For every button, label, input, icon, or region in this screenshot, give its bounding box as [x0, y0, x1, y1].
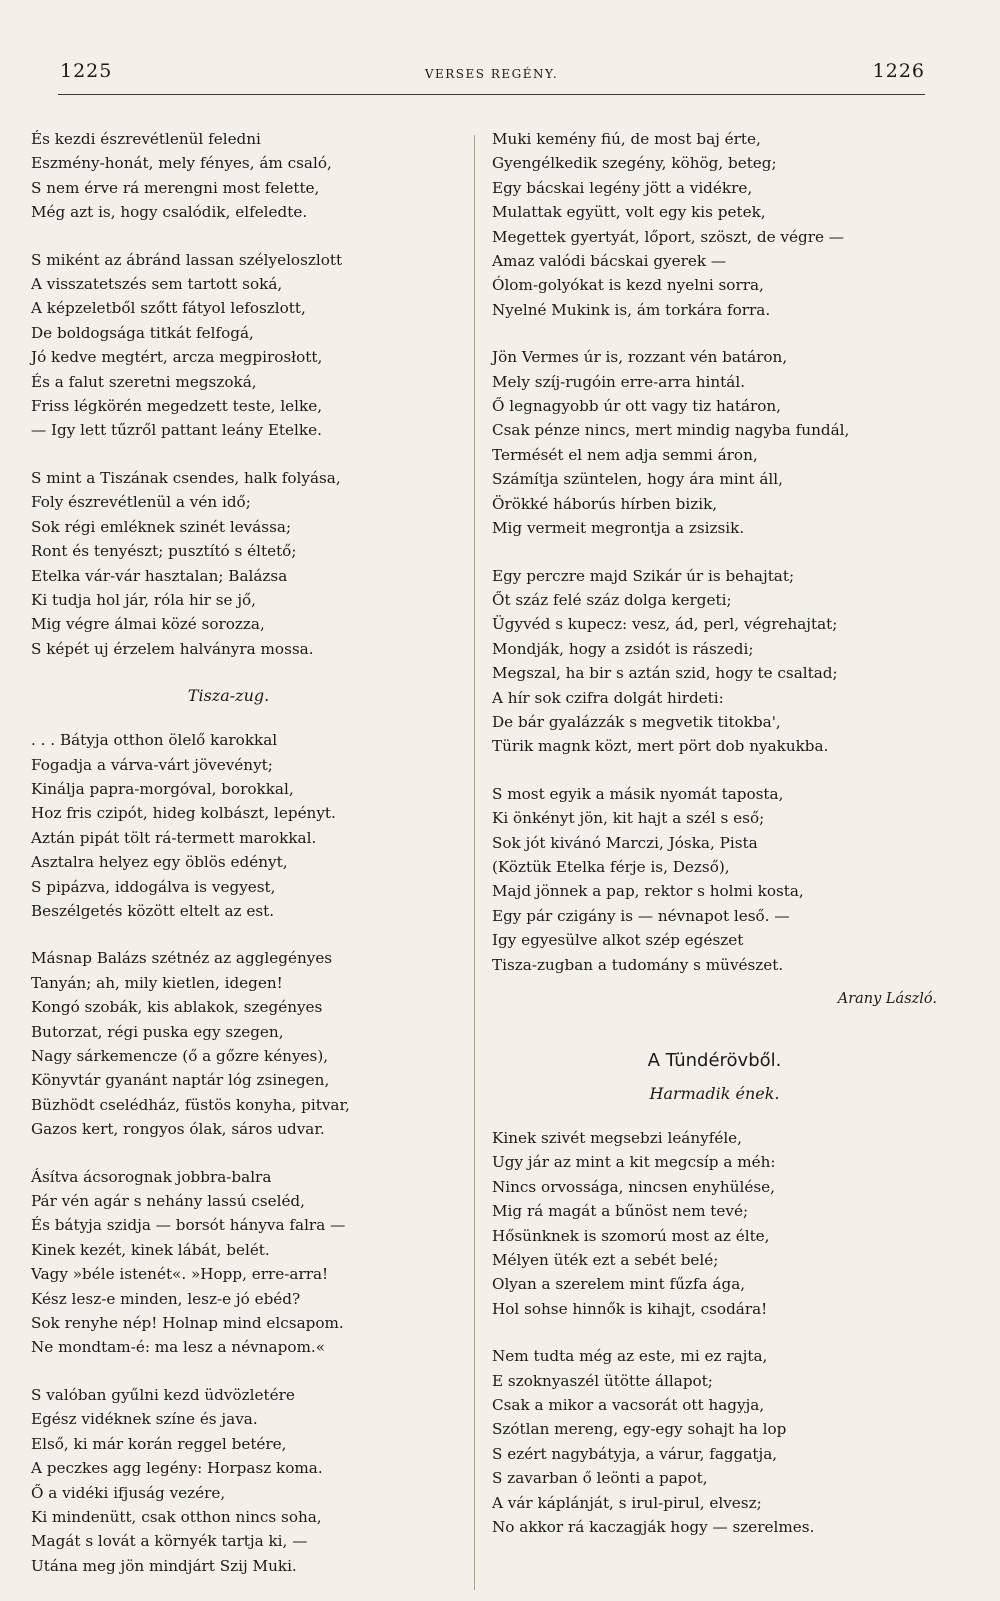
verse-line: A vár káplánját, s irul-pirul, elvesz;	[492, 1493, 762, 1512]
verse-line: Türik magnk közt, mert pört dob nyakukba.	[492, 737, 829, 756]
poem-subheading: Harmadik ének.	[649, 1084, 780, 1103]
verse-line: Ólom-golyókat is kezd nyelni sorra,	[492, 276, 764, 295]
verse-line: Kinek szivét megsebzi leányféle,	[492, 1129, 743, 1147]
verse-line: Mig vermeit megrontja a zsizsik.	[492, 519, 745, 538]
verse-line: Jó kedve megtért, arcza megpirosłott,	[31, 348, 323, 367]
poem-title: A Tündérövből.	[647, 1050, 782, 1071]
verse-line: Hol sohse hinnők is kihajt, csodára!	[492, 1299, 768, 1318]
verse-line: De bár gyalázzák s megvetik titokba',	[492, 712, 781, 731]
section-heading: Tisza-zug.	[187, 686, 270, 706]
verse-line: S képét uj érzelem halványra mossa.	[31, 639, 314, 658]
verse-line: Egy perczre majd Szikár úr is behajtat;	[492, 566, 795, 585]
right-column	[492, 127, 937, 1563]
verse-line: Sok jót kivánó Marczi, Jóska, Pista	[492, 833, 758, 852]
verse-line: Kinek kezét, kinek lábát, belét.	[31, 1240, 270, 1259]
verse-line: Majd jönnek a pap, rektor s holmi kosta,	[492, 882, 804, 901]
verse-line: Asztalra helyez egy öblös edényt,	[31, 853, 288, 872]
verse-line: Gyengélkedik szegény, köhög, beteg;	[492, 154, 777, 173]
verse-line: Ki mindenütt, csak otthon nincs soha,	[31, 1507, 322, 1526]
verse-line: Tisza-zugban a tudomány s müvészet.	[492, 955, 784, 974]
verse-line: Utána meg jön mindjárt Szij Muki.	[31, 1556, 297, 1575]
verse-line: S mint a Tiszának csendes, halk folyása,	[31, 468, 341, 487]
verse-line: A képzeletből szőtt fátyol lefoszlott,	[31, 299, 306, 318]
verse-line: S pipázva, iddogálva is vegyest,	[31, 877, 276, 896]
verse-line: Ne mondtam-é: ma lesz a névnapom.«	[31, 1338, 325, 1357]
verse-line: Ásítva ácsorognak jobbra-balra	[31, 1167, 272, 1186]
verse-line: Gazos kert, rongyos ólak, sáros udvar.	[31, 1120, 325, 1139]
verse-line: És a falut szeretni megszoká,	[31, 372, 257, 391]
running-title: VERSES REGÉNY.	[424, 67, 559, 81]
verse-line: Jön Vermes úr is, rozzant vén batáron,	[492, 348, 788, 367]
stanza	[31, 946, 426, 1141]
verse-line: Igy egyesülve alkot szép egészet	[492, 931, 744, 950]
page-number-right: 1226	[872, 60, 925, 82]
header-rule	[58, 94, 925, 95]
verse-line: . . . Bátyja otthon ölelő karokkal	[31, 731, 278, 750]
verse-line: S most egyik a másik nyomát taposta,	[492, 784, 784, 803]
verse-line: Amaz valódi bácskai gyerek —	[492, 252, 727, 271]
verse-line: S miként az ábránd lassan szélyeloszlott	[31, 250, 343, 269]
verse-line: Etelka vár-vár hasztalan; Balázsa	[31, 566, 288, 585]
column-divider	[474, 135, 475, 1590]
author-signature: Arany László.	[837, 991, 937, 1007]
verse-line: Eszmény-honát, mely fényes, ám csaló,	[31, 154, 332, 173]
verse-line: Tanyán; ah, mily kietlen, idegen!	[31, 973, 283, 992]
stanza	[31, 1165, 426, 1360]
verse-line: Butorzat, régi puska egy szegen,	[31, 1022, 284, 1041]
stanza	[31, 728, 426, 923]
stanza	[492, 1126, 937, 1321]
verse-line: No akkor rá kaczagják hogy — szerelmes.	[492, 1518, 815, 1537]
verse-line: Kinálja papra-morgóval, borokkal,	[31, 779, 294, 798]
stanza	[492, 782, 937, 977]
verse-line: Megettek gyertyát, lőport, szöszt, de végre —	[492, 227, 844, 246]
verse-line: Foly észrevétlenül a vén idő;	[31, 493, 251, 512]
stanza	[492, 345, 937, 540]
verse-line: Muki kemény fiú, de most baj érte,	[492, 130, 761, 148]
verse-line: S valóban gyűlni kezd üdvözletére	[31, 1385, 295, 1404]
verse-line: Őt száz felé száz dolga kergeti;	[492, 590, 732, 609]
verse-line: S nem érve rá merengni most felette,	[31, 178, 320, 197]
verse-line: Mondják, hogy a zsidót is rászedi;	[492, 639, 754, 658]
verse-line: Mig végre álmai közé sorozza,	[31, 615, 265, 634]
stanza	[31, 127, 426, 225]
left-stanzas-b	[31, 728, 426, 1578]
verse-line: Nyelné Mukink is, ám torkára forra.	[492, 300, 771, 319]
verse-line: Kongó szobák, kis ablakok, szegényes	[31, 998, 323, 1017]
verse-line: Nem tudta még az este, mi ez rajta,	[492, 1347, 768, 1366]
verse-line: Mely szíj-rugóin erre-arra hintál.	[492, 372, 746, 391]
left-stanzas-a	[31, 127, 426, 661]
verse-line: Büzhödt cselédház, füstös konyha, pitvar,	[31, 1095, 350, 1114]
verse-line: Vagy »béle istenét«. »Hopp, erre-arra!	[31, 1265, 329, 1284]
verse-line: És bátyja szidja — borsót hányva falra —	[31, 1216, 346, 1235]
verse-line: Ront és tenyészt; pusztító s éltető;	[31, 542, 297, 561]
verse-line: Csak a mikor a vacsorát ott hagyja,	[492, 1396, 765, 1415]
verse-line: Megszal, ha bir s aztán szid, hogy te csaltad;	[492, 664, 838, 683]
verse-line: Beszélgetés között eltelt az est.	[31, 901, 275, 920]
verse-line: A visszatetszés sem tartott soká,	[31, 275, 283, 294]
verse-line: Csak pénze nincs, mert mindig nagyba fundál,	[492, 421, 850, 440]
verse-line: Egy bácskai legény jött a vidékre,	[492, 178, 753, 197]
verse-line: Szótlan mereng, egy-egy sohajt ha lop	[492, 1420, 787, 1439]
page-number-left: 1225	[60, 60, 113, 82]
verse-line: Egy pár czigány is — névnapot leső. —	[492, 906, 790, 925]
verse-line: A hír sok czifra dolgát hirdeti:	[492, 688, 724, 707]
verse-line: Friss légkörén megedzett teste, lelke,	[31, 397, 323, 416]
verse-line: Termését el nem adja semmi áron,	[492, 445, 758, 464]
verse-line: Hoz fris czipót, hideg kolbászt, lepényt.	[31, 804, 336, 823]
verse-line: Pár vén agár s nehány lassú cseléd,	[31, 1192, 305, 1211]
verse-line: E szoknyaszél ütötte állapot;	[492, 1371, 713, 1390]
stanza	[31, 1383, 426, 1578]
stanza	[31, 466, 426, 661]
verse-line: Magát s lovát a környék tartja ki, —	[31, 1532, 308, 1551]
verse-line: Ugy jár az mint a kit megcsíp a méh:	[492, 1153, 776, 1172]
verse-line: Mig rá magát a bűnöst nem tevé;	[492, 1202, 749, 1221]
verse-line: Fogadja a várva-várt jövevényt;	[31, 755, 273, 774]
verse-line: Nagy sárkemencze (ő a gőzre kényes),	[31, 1047, 329, 1065]
verse-line: Mélyen üték ezt a sebét belé;	[492, 1251, 719, 1270]
stanza	[31, 248, 426, 443]
verse-line: Kész lesz-e minden, lesz-e jó ebéd?	[31, 1289, 301, 1308]
verse-line: S ezért nagybátyja, a várur, faggatja,	[492, 1444, 778, 1463]
left-column	[31, 127, 426, 1601]
verse-line: Sok régi emléknek szinét levássa;	[31, 517, 292, 536]
right-stanzas-b	[492, 1126, 937, 1540]
stanza	[492, 564, 937, 759]
stanza	[492, 127, 937, 322]
verse-line: Olyan a szerelem mint fűzfa ága,	[492, 1275, 746, 1294]
verse-line: De boldogsága titkát felfogá,	[31, 323, 254, 342]
verse-line: Ő a vidéki ifjuság vezére,	[31, 1483, 226, 1502]
verse-line: Hősünknek is szomorú most az élte,	[492, 1226, 770, 1245]
verse-line: Könyvtár gyanánt naptár lóg zsinegen,	[31, 1071, 330, 1090]
verse-line: — Igy lett tűzről pattant leány Etelke.	[31, 421, 322, 440]
verse-line: Még azt is, hogy csalódik, elfeledte.	[31, 203, 308, 222]
right-stanzas-a	[492, 127, 937, 977]
stanza	[492, 1344, 937, 1539]
page-header	[58, 60, 925, 94]
verse-line: A peczkes agg legény: Horpasz koma.	[31, 1459, 323, 1478]
verse-line: És kezdi észrevétlenül feledni	[31, 130, 261, 148]
verse-line: Másnap Balázs szétnéz az agglegényes	[31, 949, 333, 968]
verse-line: Nincs orvossága, nincsen enyhülése,	[492, 1177, 775, 1196]
verse-line: Egész vidéknek színe és java.	[31, 1410, 258, 1429]
verse-line: Mulattak együtt, volt egy kis petek,	[492, 203, 766, 222]
verse-line: S zavarban ő leönti a papot,	[492, 1469, 708, 1488]
verse-line: (Köztük Etelka férje is, Dezső),	[492, 857, 730, 876]
verse-line: Sok renyhe nép! Holnap mind elcsapom.	[31, 1314, 344, 1333]
verse-line: Ki önkényt jön, kit hajt a szél s eső;	[492, 809, 765, 828]
verse-line: Örökké háborús hírben bizik,	[492, 494, 718, 513]
verse-line: Ki tudja hol jár, róla hir se jő,	[31, 590, 257, 609]
verse-line: Ügyvéd s kupecz: vesz, ád, perl, végrehajtat;	[492, 615, 838, 634]
verse-line: Első, ki már korán reggel betére,	[31, 1434, 287, 1453]
verse-line: Aztán pipát tölt rá-termett marokkal.	[31, 828, 317, 847]
verse-line: Számítja szüntelen, hogy ára mint áll,	[492, 470, 783, 489]
verse-line: Ő legnagyobb úr ott vagy tiz határon,	[492, 397, 782, 416]
